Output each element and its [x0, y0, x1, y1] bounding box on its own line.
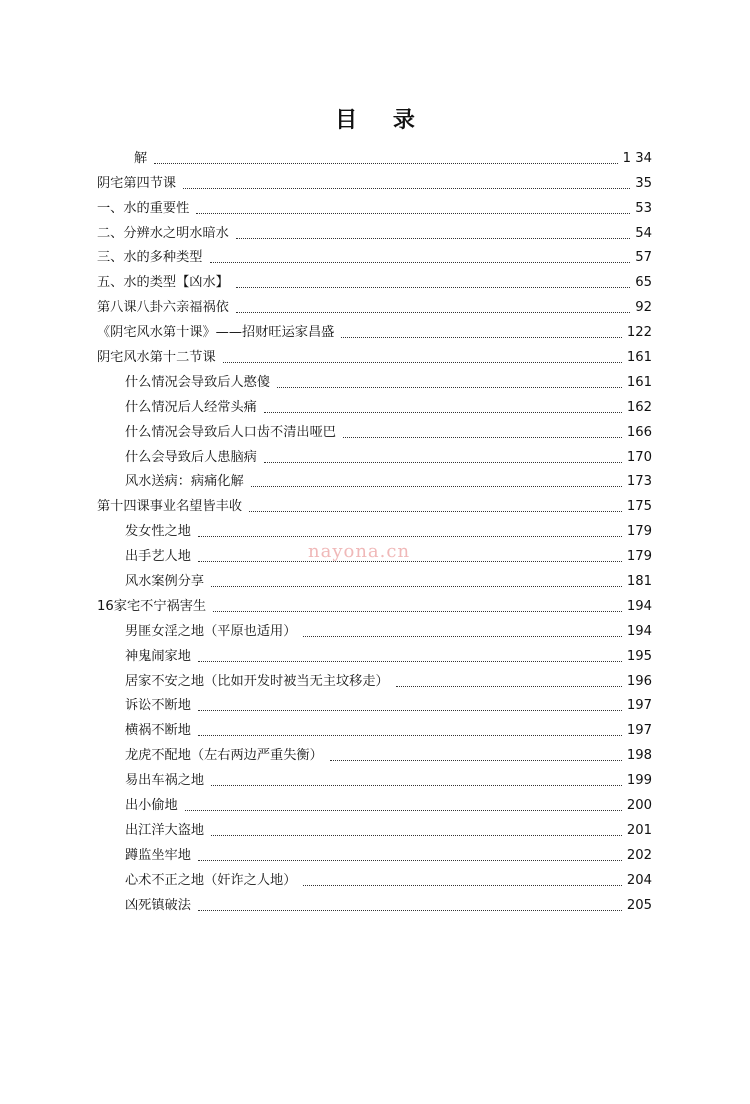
dot-leader — [343, 436, 622, 438]
toc-entry-label: 阴宅风水第十二节课 — [97, 350, 216, 366]
toc-entry-label: 心术不正之地（奸诈之人地） — [125, 872, 297, 888]
toc-entry[interactable] — [97, 616, 652, 641]
toc-entry-label: 男匪女淫之地（平原也适用） — [125, 623, 297, 639]
toc-entry-label: 解 — [134, 150, 148, 166]
toc-entry[interactable] — [97, 715, 652, 740]
dot-leader — [198, 734, 622, 736]
toc-entry-label: 龙虎不配地（左右两边严重失衡） — [125, 748, 323, 764]
toc-entry-page: 201 — [626, 822, 652, 838]
toc-entry-page: 197 — [626, 698, 652, 714]
toc-entry[interactable] — [97, 392, 652, 417]
dot-leader — [277, 386, 622, 388]
toc-entry-page: 161 — [626, 350, 652, 366]
dot-leader — [198, 535, 622, 537]
dot-leader — [213, 610, 622, 612]
toc-entry-label: 居家不安之地（比如开发时被当无主坟移走） — [125, 673, 389, 689]
toc-entry-page: 200 — [626, 798, 652, 814]
dot-leader — [211, 585, 622, 587]
toc-entry-label: 第十四课事业名望皆丰收 — [97, 499, 243, 515]
dot-leader — [183, 187, 630, 189]
toc-entry[interactable] — [97, 243, 652, 268]
toc-entry-page: 202 — [626, 847, 652, 863]
toc-entry-page: 161 — [626, 374, 652, 390]
toc-entry[interactable] — [97, 267, 652, 292]
toc-entry[interactable] — [97, 566, 652, 591]
toc-entry[interactable] — [97, 815, 652, 840]
toc-entry-label: 蹲监坐牢地 — [125, 847, 191, 863]
toc-entry-page: 194 — [626, 623, 652, 639]
toc-entry-label: 什么情况后人经常头痛 — [125, 399, 257, 415]
toc-entry-page: 175 — [626, 499, 652, 515]
toc-entry-label: 出江洋大盗地 — [125, 822, 205, 838]
toc-entry[interactable] — [97, 890, 652, 915]
toc-entry-label: 风水案例分享 — [125, 574, 205, 590]
toc-entry-label: 一、水的重要性 — [97, 200, 190, 216]
toc-entry-label: 三、水的多种类型 — [97, 250, 203, 266]
toc-entry[interactable] — [97, 790, 652, 815]
toc-entry-page: 194 — [626, 598, 652, 614]
toc-entry[interactable] — [97, 641, 652, 666]
toc-entry[interactable] — [97, 342, 652, 367]
dot-leader — [303, 635, 621, 637]
toc-entry-page: 54 — [635, 225, 652, 241]
toc-entry-label: 什么情况会导致后人憨傻 — [125, 374, 271, 390]
dot-leader — [198, 859, 622, 861]
dot-leader — [264, 411, 622, 413]
dot-leader — [210, 261, 631, 263]
toc-entry[interactable] — [97, 218, 652, 243]
dot-leader — [303, 884, 621, 886]
table-of-contents — [97, 143, 652, 915]
toc-entry-label: 出小偷地 — [125, 798, 178, 814]
toc-entry[interactable] — [97, 292, 652, 317]
toc-entry-page: 179 — [626, 524, 652, 540]
toc-entry-page: 92 — [635, 300, 652, 316]
toc-entry[interactable] — [97, 516, 652, 541]
dot-leader — [264, 461, 622, 463]
dot-leader — [198, 909, 622, 911]
toc-entry-label: 什么情况会导致后人口齿不清出哑巴 — [125, 424, 336, 440]
toc-entry-label: 风水送病：病痛化解 — [125, 474, 244, 490]
toc-entry[interactable] — [97, 367, 652, 392]
toc-entry-label: 16家宅不宁祸害生 — [97, 598, 207, 614]
toc-entry-page: 179 — [626, 549, 652, 565]
toc-entry-page: 170 — [626, 449, 652, 465]
dot-leader — [154, 162, 617, 164]
dot-leader — [211, 784, 622, 786]
dot-leader — [236, 286, 630, 288]
toc-entry[interactable] — [97, 193, 652, 218]
toc-entry[interactable] — [97, 765, 652, 790]
toc-entry-label: 神鬼闹家地 — [125, 648, 191, 664]
toc-entry-label: 出手艺人地 — [125, 549, 191, 565]
toc-entry-label: 发女性之地 — [125, 524, 191, 540]
dot-leader — [223, 361, 622, 363]
toc-entry-page: 173 — [626, 474, 652, 490]
toc-entry[interactable] — [97, 467, 652, 492]
toc-entry[interactable] — [97, 740, 652, 765]
dot-leader — [249, 510, 622, 512]
toc-entry[interactable] — [97, 666, 652, 691]
toc-entry-page: 204 — [626, 872, 652, 888]
toc-entry[interactable] — [97, 168, 652, 193]
toc-entry-label: 二、分辨水之明水暗水 — [97, 225, 229, 241]
toc-entry-page: 35 — [635, 175, 652, 191]
dot-leader — [330, 759, 622, 761]
dot-leader — [236, 237, 630, 239]
toc-entry-page: 205 — [626, 897, 652, 913]
dot-leader — [185, 809, 622, 811]
dot-leader — [198, 709, 622, 711]
toc-entry-page: 195 — [626, 648, 652, 664]
toc-entry-page: 162 — [626, 399, 652, 415]
toc-entry-label: 第八课八卦六亲福祸依 — [97, 300, 229, 316]
dot-leader — [341, 336, 621, 338]
dot-leader — [198, 660, 622, 662]
toc-entry[interactable] — [97, 143, 652, 168]
toc-entry-page: 196 — [626, 673, 652, 689]
toc-entry-page: 166 — [626, 424, 652, 440]
toc-entry-label: 易出车祸之地 — [125, 773, 205, 789]
toc-entry-label: 阴宅第四节课 — [97, 175, 177, 191]
toc-entry[interactable] — [97, 691, 652, 716]
toc-entry-page: 53 — [635, 200, 652, 216]
toc-entry-label: 《阴宅风水第十课》——招财旺运家昌盛 — [97, 325, 335, 341]
toc-entry-page: 65 — [635, 275, 652, 291]
toc-entry-page: 181 — [626, 574, 652, 590]
toc-entry-label: 五、水的类型【凶水】 — [97, 275, 229, 291]
page-title: 目 录 — [335, 107, 429, 133]
toc-entry[interactable] — [97, 491, 652, 516]
toc-entry-page: 122 — [626, 325, 652, 341]
toc-entry[interactable] — [97, 442, 652, 467]
dot-leader — [396, 685, 622, 687]
toc-entry[interactable] — [97, 591, 652, 616]
dot-leader — [251, 485, 622, 487]
toc-entry-label: 凶死镇破法 — [125, 897, 191, 913]
toc-entry-page: 199 — [626, 773, 652, 789]
toc-entry-page: 57 — [635, 250, 652, 266]
toc-entry[interactable] — [97, 840, 652, 865]
toc-entry-label: 诉讼不断地 — [125, 698, 191, 714]
toc-entry[interactable] — [97, 417, 652, 442]
toc-entry-page: 197 — [626, 723, 652, 739]
dot-leader — [211, 834, 622, 836]
dot-leader — [236, 311, 630, 313]
watermark: nayona.cn — [308, 541, 411, 562]
toc-entry-label: 横祸不断地 — [125, 723, 191, 739]
toc-entry[interactable] — [97, 317, 652, 342]
toc-entry[interactable] — [97, 865, 652, 890]
dot-leader — [196, 212, 630, 214]
toc-entry-page: 198 — [626, 748, 652, 764]
toc-entry-page: 1 34 — [622, 150, 652, 166]
toc-entry-label: 什么会导致后人患脑病 — [125, 449, 257, 465]
